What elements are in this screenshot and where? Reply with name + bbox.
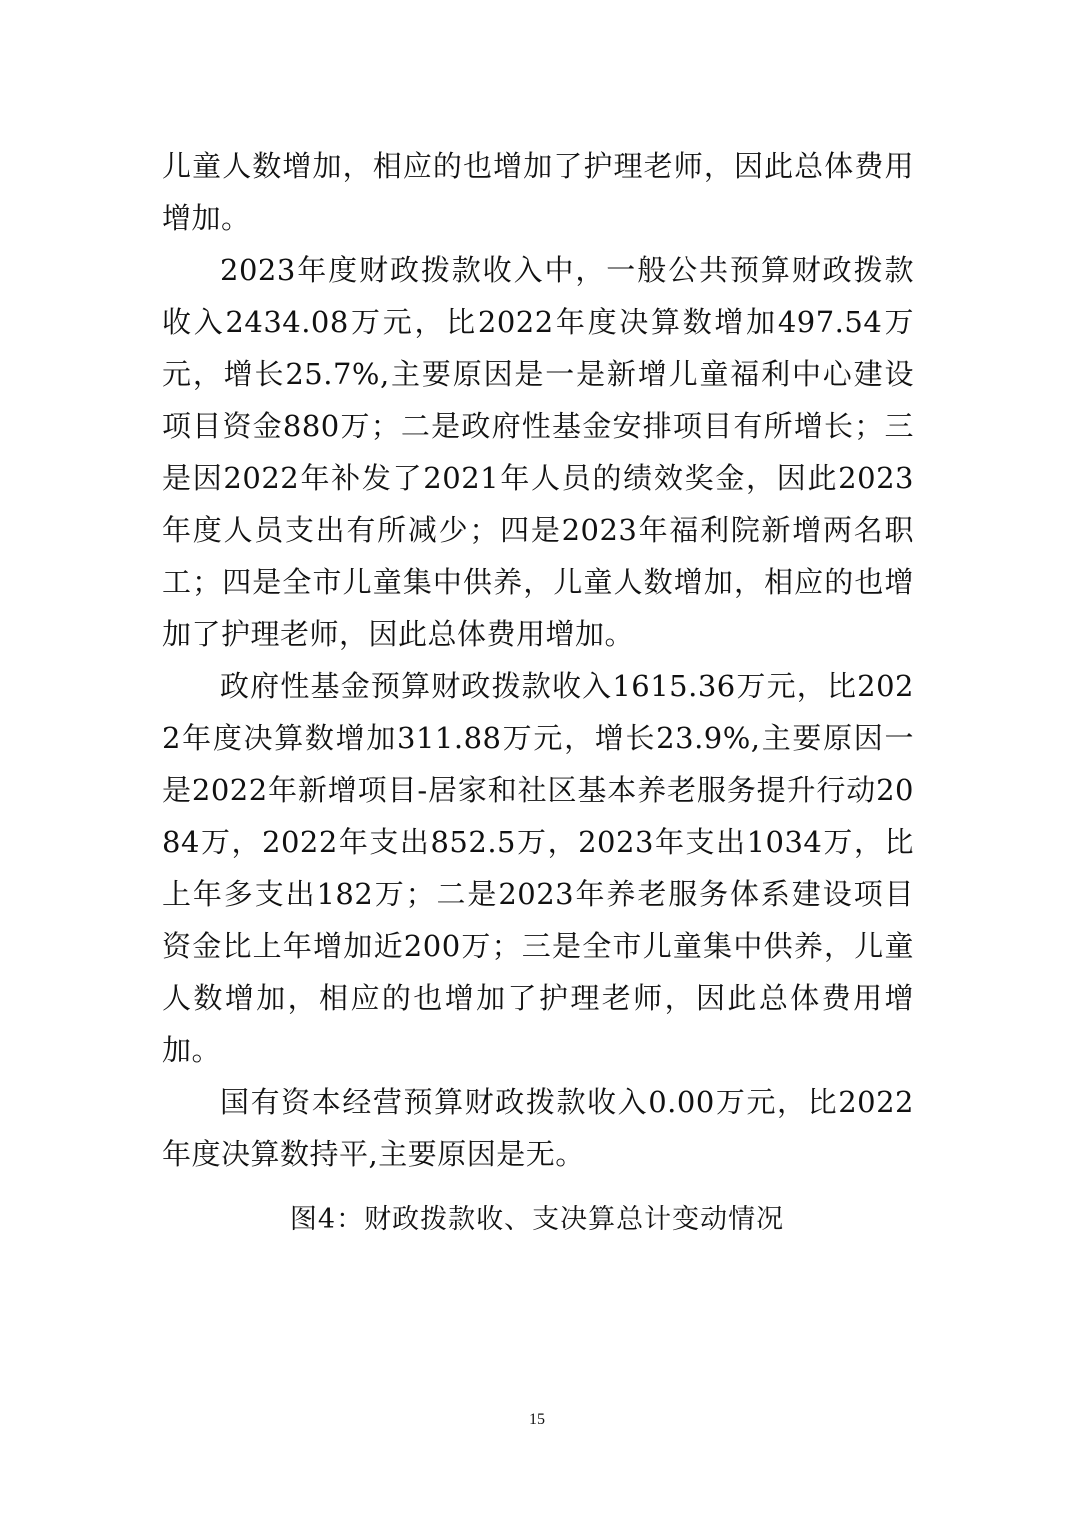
paragraph-continuation: 儿童人数增加，相应的也增加了护理老师，因此总体费用增加。 (162, 149, 914, 235)
page-number: 15 (529, 1411, 545, 1428)
paragraph-general-budget-income: 2023年度财政拨款收入中，一般公共预算财政拨款收入2434.08万元，比2022年度决算数增加497.54万元，增长25.7%,主要原因是一是新增儿童福利中心建设项目资金880万；二是政府性基金安排项目有所增长；三是因2022年补发了2021年人员的绩效奖金，因此2023年度人员支出有所减少；四是2023年福利院新增两名职工；四是全市儿童集中供养，儿童人数增加，相应的也增加了护理老师，因此总体费用增加。 (162, 253, 914, 651)
paragraph-government-fund-income: 政府性基金预算财政拨款收入1615.36万元，比2022年度决算数增加311.88万元，增长23.9%,主要原因一是2022年新增项目-居家和社区基本养老服务提升行动2084万，2022年支出852.5万，2023年支出1034万，比上年多支出182万；二是2023年养老服务体系建设项目资金比上年增加近200万；三是全市儿童集中供养，儿童人数增加，相应的也增加了护理老师，因此总体费用增加。 (162, 669, 914, 1067)
paragraph-state-capital-income: 国有资本经营预算财政拨款收入0.00万元，比2022年度决算数持平,主要原因是无。 (162, 1085, 914, 1171)
body-text (162, 140, 914, 1180)
figure-caption: 图4：财政拨款收、支决算总计变动情况 (289, 1204, 785, 1235)
